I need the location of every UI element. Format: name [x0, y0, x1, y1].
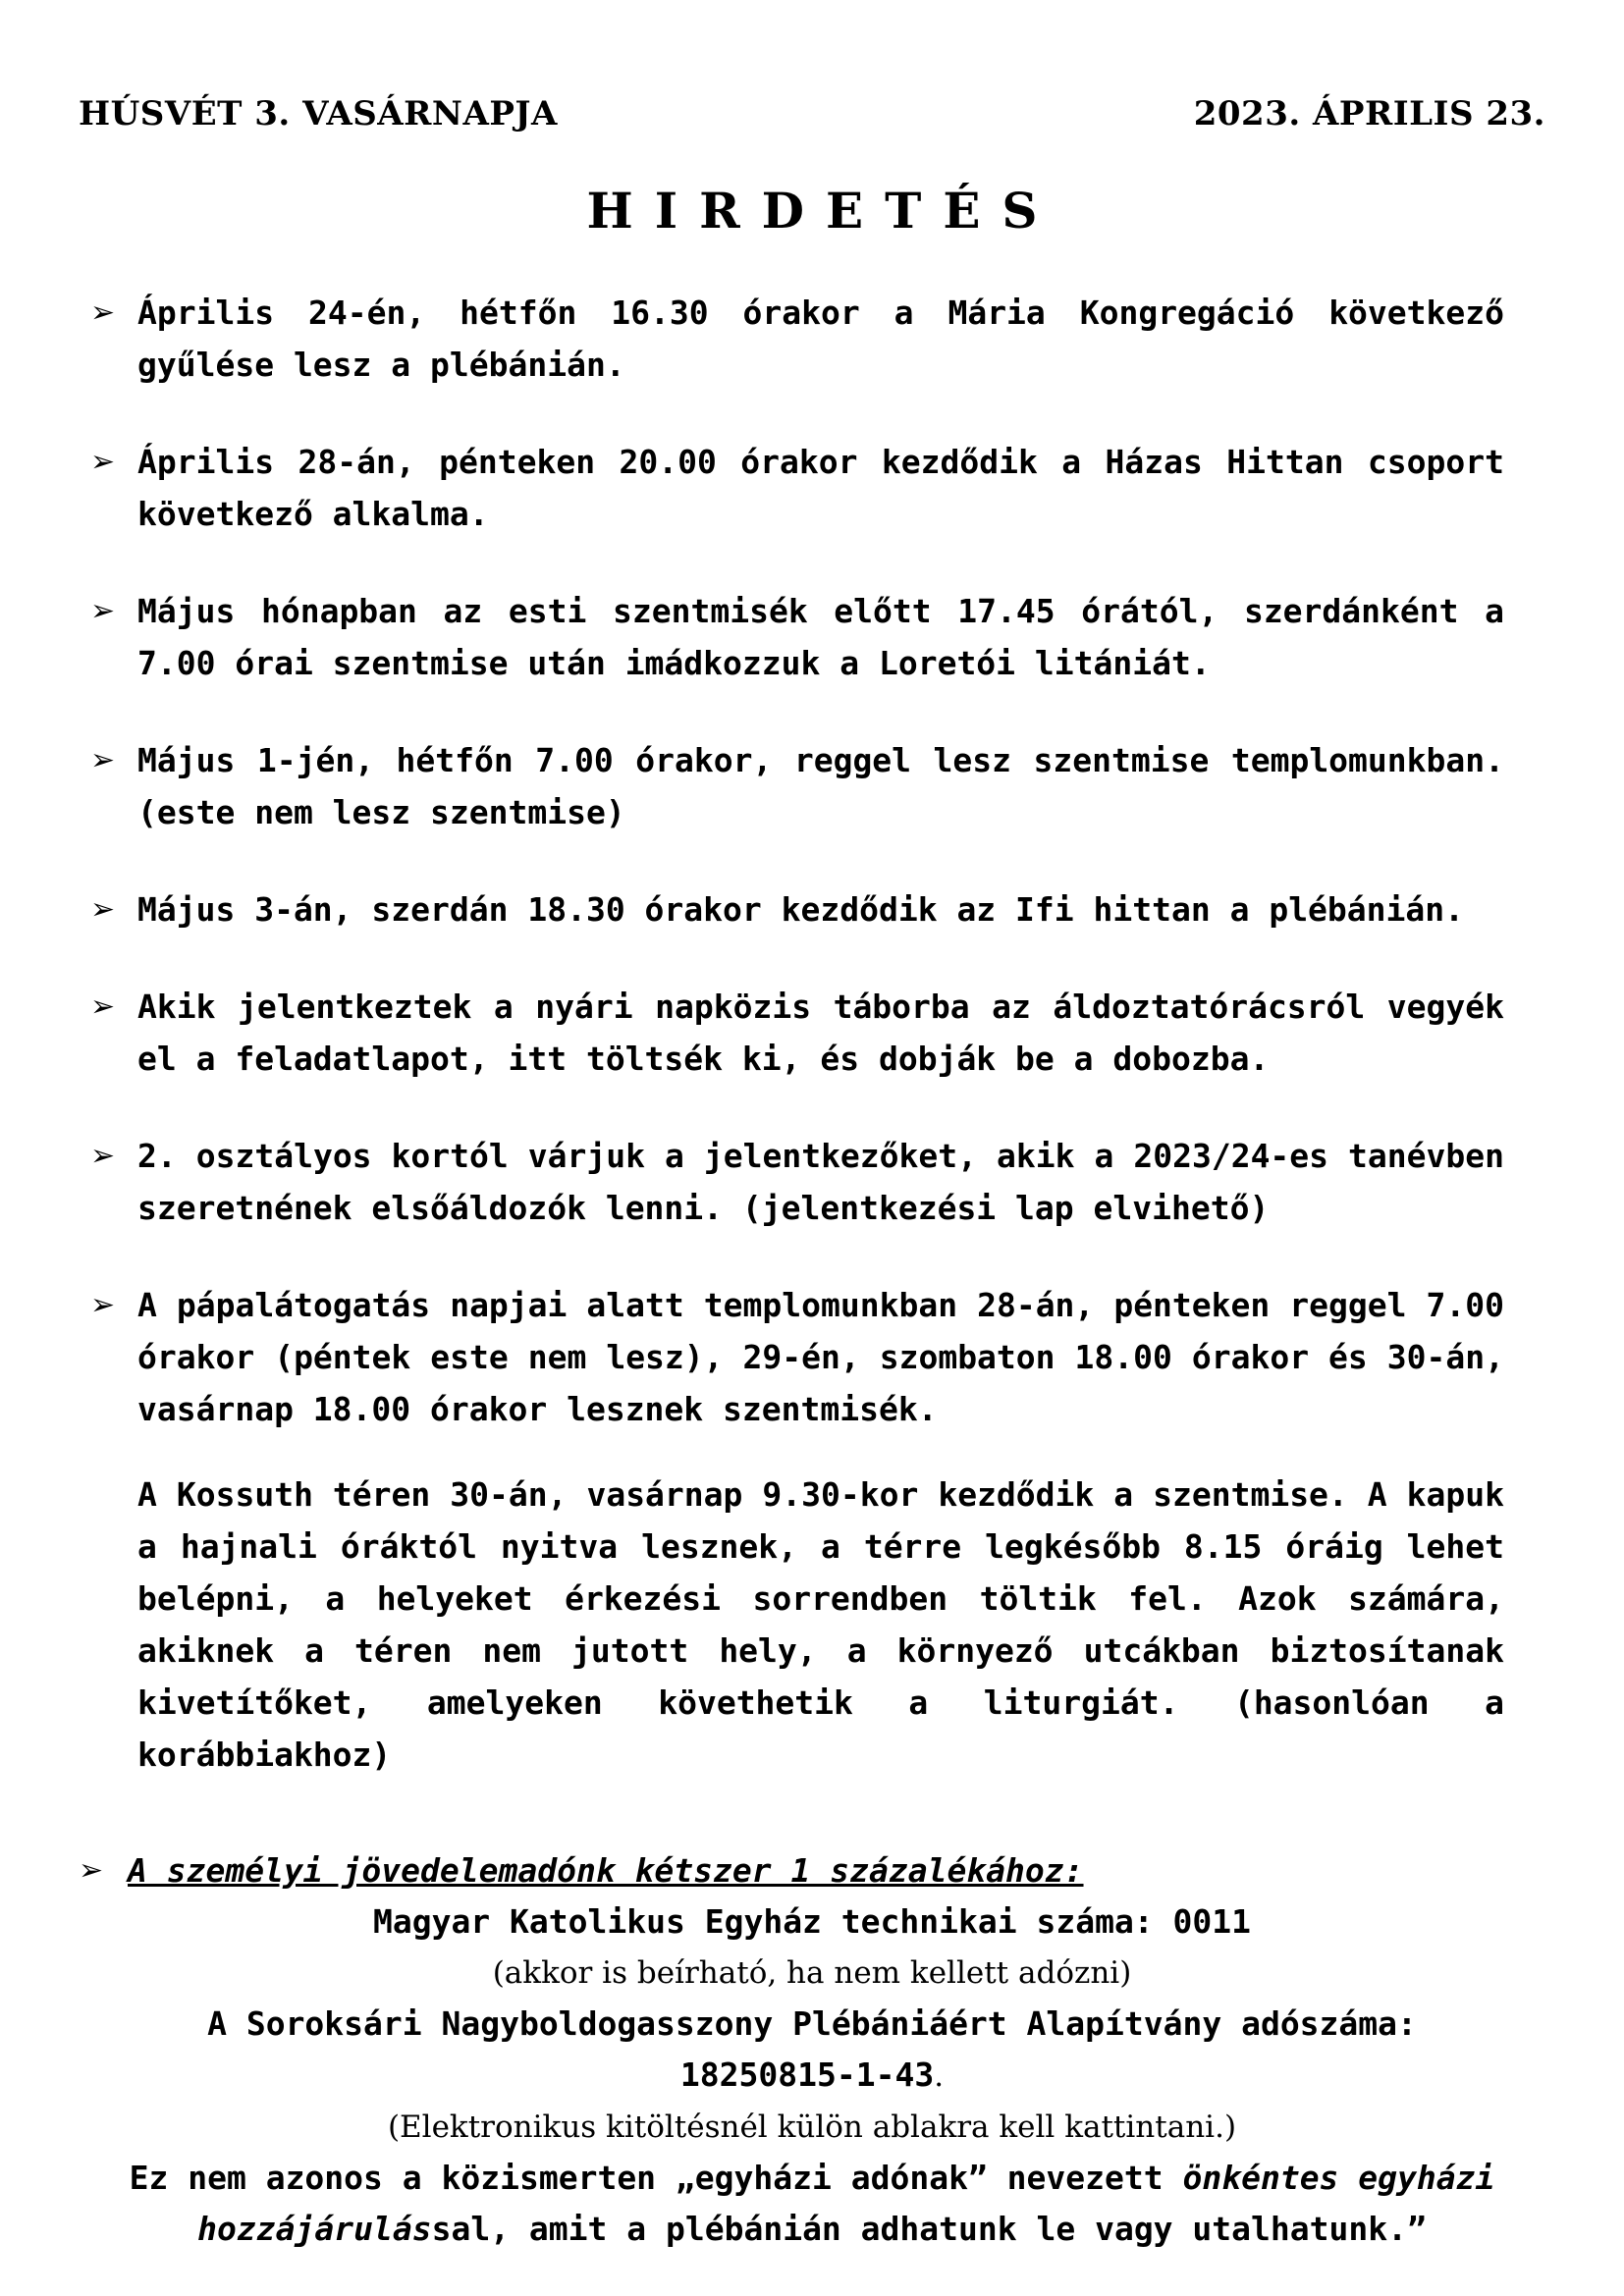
- list-item: [90, 287, 1504, 391]
- list-item: [90, 436, 1504, 540]
- list-item-text: Április 28-án, pénteken 20.00 órakor kezdődik a Házas Hittan csoport következő alkalma.: [137, 443, 1504, 533]
- header-occasion: HÚSVÉT 3. VASÁRNAPJA: [79, 94, 558, 133]
- list-item-text: Április 24-én, hétfőn 16.30 órakor a Mária Kongregáció következő gyűlése lesz a plébánián.: [137, 294, 1504, 384]
- note-part-b: sal, amit a plébánián adhatunk le vagy utalhatunk.”: [431, 2210, 1427, 2248]
- arrow-bullet-icon: ➢: [79, 1853, 104, 1888]
- tax-section: [79, 1845, 1545, 2255]
- page-title: HIRDETÉS: [586, 182, 1059, 240]
- list-item-text: 2. osztályos kortól várjuk a jelentkezőket, akik a 2023/24-es tanévben szeretnének elsőáldozók lenni. (jelentkezési lap elvihető): [137, 1137, 1504, 1227]
- arrow-bullet-icon: ➢: [90, 445, 116, 479]
- list-item-text: Május 1-jén, hétfőn 7.00 órakor, reggel lesz szentmise templomunkban. (este nem lesz szentmise): [137, 741, 1504, 831]
- list-item: [90, 1279, 1504, 1781]
- arrow-bullet-icon: ➢: [90, 743, 116, 777]
- list-item: [90, 734, 1504, 838]
- technical-number-note: (akkor is beírható, ha nem kellett adózni): [492, 1955, 1132, 1991]
- arrow-bullet-icon: ➢: [90, 1139, 116, 1173]
- arrow-bullet-icon: ➢: [90, 295, 116, 330]
- list-item-text: Akik jelentkeztek a nyári napközis táborba az áldoztatórácsról vegyék el a feladatlapot, itt töltsék ki, és dobják be a dobozba.: [137, 988, 1504, 1078]
- list-item-text: Május hónapban az esti szentmisék előtt 17.45 órától, szerdánként a 7.00 órai szentmise után imádkozzuk a Loretói litániát.: [137, 592, 1504, 682]
- tax-number-line: [79, 2050, 1545, 2102]
- list-item: [90, 585, 1504, 689]
- header-date: 2023. ÁPRILIS 23.: [1193, 94, 1545, 133]
- tax-heading: [79, 1845, 1545, 1896]
- list-item: [90, 883, 1504, 935]
- arrow-bullet-icon: ➢: [90, 594, 116, 628]
- arrow-bullet-icon: ➢: [90, 989, 116, 1024]
- tax-number: 18250815-1-43: [679, 2056, 935, 2094]
- list-item: [90, 1130, 1504, 1234]
- list-item-text: Május 3-án, szerdán 18.30 órakor kezdődik az Ifi hittan a plébánián.: [137, 890, 1465, 929]
- announcement-list: [90, 287, 1504, 1826]
- arrow-bullet-icon: ➢: [90, 892, 116, 927]
- voluntary-contribution-note: [79, 2153, 1545, 2255]
- foundation-line: A Soroksári Nagyboldogasszony Plébániáért Alapítvány adószáma:: [207, 2004, 1417, 2043]
- arrow-bullet-icon: ➢: [90, 1288, 116, 1322]
- list-item-extra-paragraph: A Kossuth téren 30-án, vasárnap 9.30-kor kezdődik a szentmise. A kapuk a hajnali óráktól nyitva lesznek, a térre legkésőbb 8.15 óráig lehet belépni, a helyeket érkezési sorrendben töltik fel. Azok számára, akiknek a téren nem jutott hely, a környező utcákban biztosítanak kivetítőket, amelyeken követhetik a liturgiát. (hasonlóan a korábbiakhoz): [137, 1475, 1504, 1774]
- page-header: [79, 94, 1545, 133]
- note-part-a: Ez nem azonos a közismerten „egyházi adónak” nevezett: [129, 2159, 1183, 2197]
- electronic-note: (Elektronikus kitöltésnél külön ablakra kell kattintani.): [387, 2109, 1237, 2145]
- list-item: [90, 981, 1504, 1085]
- technical-number-line: Magyar Katolikus Egyház technikai száma: 0011: [372, 1902, 1252, 1941]
- note-italic: önkéntes egyházi hozzájárulás: [197, 2159, 1495, 2248]
- tax-heading-text: A személyi jövedelemadónk kétszer 1 százalékához:: [128, 1851, 1084, 1890]
- tax-number-dot: .: [934, 2058, 945, 2094]
- list-item-text: A pápalátogatás napjai alatt templomunkban 28-án, pénteken reggel 7.00 órakor (péntek este nem lesz), 29-én, szombaton 18.00 órakor és 30-án, vasárnap 18.00 órakor lesznek szentmisék.: [137, 1286, 1504, 1428]
